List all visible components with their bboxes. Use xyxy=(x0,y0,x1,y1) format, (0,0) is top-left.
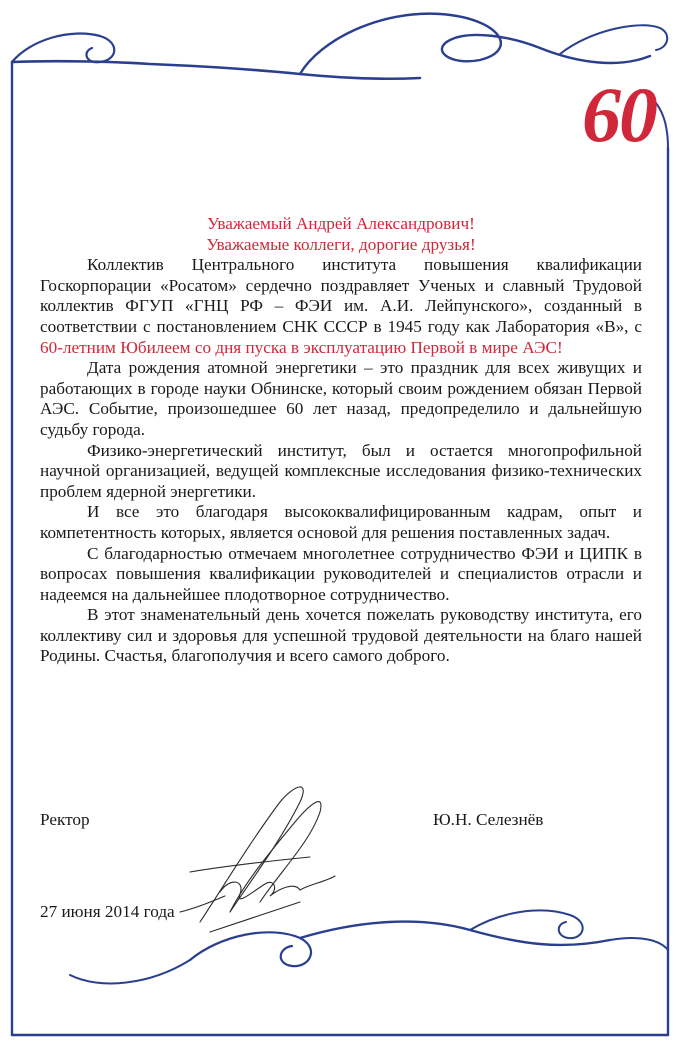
paragraph-congratulation xyxy=(40,255,642,358)
paragraph-birthday: Дата рождения атомной энергетики – это праздник для всех живущих и работающих в городе науки Обнинске, который своим рождением обязан Первой АЭС. Событие, произошедшее 60 лет назад, предопределило и дальнейшую судьбу города. xyxy=(40,358,642,439)
letter-date: 27 июня 2014 года xyxy=(40,902,175,921)
paragraph-wishes: В этот знаменательный день хочется пожелать руководству института, его коллективу сил и здоровья для успешной трудовой деятельности на благо нашей Родины. Счастья, благополучия и всего самого доброго. xyxy=(40,605,642,666)
greeting-line-1: Уважаемый Андрей Александрович! xyxy=(207,214,475,233)
paragraph-congratulation-highlight: 60-летним Юбилеем со дня пуска в эксплуатацию Первой в мире АЭС! xyxy=(40,337,563,357)
paragraph-congratulation-main: Коллектив Центрального института повышения квалификации Госкорпорации «Росатом» сердечно поздравляет Ученых и славный Трудовой коллектив ФГУП «ГНЦ РФ – ФЭИ им. А.И. Лейпунского», созданный в соответствии с постановлением СНК СССР в 1945 году как Лаборатория «В», с xyxy=(40,255,642,336)
greeting-line-2: Уважаемые коллеги, дорогие друзья! xyxy=(206,234,476,254)
signatory-name: Ю.Н. Селезнёв xyxy=(433,810,544,829)
paragraph-institute: Физико-энергетический институт, был и остается многопрофильной научной организацией, ведущей комплексные исследования физико-технических проблем ядерной энергетики. xyxy=(40,440,642,501)
paragraph-cooperation: С благодарностью отмечаем многолетнее сотрудничество ФЭИ и ЦИПК в вопросах повышения квалификации руководителей и специалистов отрасли и надеемся на дальнейшее плодотворное сотрудничество. xyxy=(40,543,642,604)
signatory-title: Ректор xyxy=(40,810,90,829)
handwritten-signature xyxy=(160,772,360,942)
anniversary-number: 60 xyxy=(582,71,656,158)
letter-body xyxy=(40,214,642,667)
paragraph-staff: И все это благодаря высококвалифицированным кадрам, опыт и компетентность которых, является основой для решения поставленных задач. xyxy=(40,502,642,542)
